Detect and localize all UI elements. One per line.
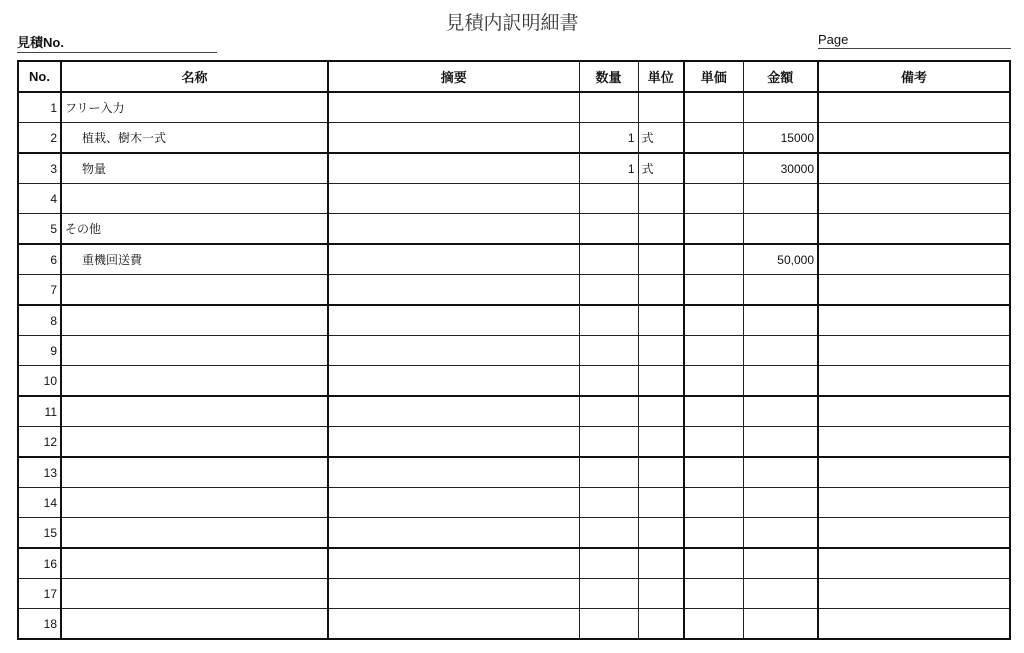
cell-remarks[interactable] <box>818 153 1010 184</box>
cell-amount[interactable] <box>743 548 818 579</box>
cell-summary[interactable] <box>328 275 579 306</box>
cell-remarks[interactable] <box>818 123 1010 154</box>
column-header-summary: 摘要 <box>328 61 579 92</box>
column-header-name: 名称 <box>61 61 328 92</box>
cell-amount[interactable] <box>743 427 818 458</box>
cell-amount[interactable] <box>743 275 818 306</box>
cell-summary[interactable] <box>328 427 579 458</box>
cell-quantity[interactable] <box>579 396 638 427</box>
cell-quantity[interactable] <box>579 609 638 640</box>
cell-remarks[interactable] <box>818 92 1010 123</box>
cell-amount[interactable] <box>743 609 818 640</box>
cell-unit[interactable] <box>638 396 684 427</box>
cell-name[interactable] <box>61 457 328 488</box>
cell-summary[interactable] <box>328 579 579 609</box>
cell-quantity[interactable] <box>579 548 638 579</box>
cell-remarks[interactable] <box>818 275 1010 306</box>
table-row <box>18 457 1010 488</box>
cell-unit-price[interactable] <box>684 92 743 123</box>
cell-name[interactable] <box>61 305 328 336</box>
cell-quantity[interactable] <box>579 427 638 458</box>
cell-remarks[interactable] <box>818 396 1010 427</box>
cell-quantity[interactable] <box>579 275 638 306</box>
cell-amount[interactable] <box>743 92 818 123</box>
cell-no[interactable]: 9 <box>18 336 61 366</box>
table-row <box>18 275 1010 306</box>
cell-remarks[interactable] <box>818 548 1010 579</box>
column-header-amount: 金額 <box>743 61 818 92</box>
table-row <box>18 305 1010 336</box>
table-row <box>18 548 1010 579</box>
cell-unit-price[interactable] <box>684 457 743 488</box>
cell-unit[interactable] <box>638 609 684 640</box>
cell-unit-price[interactable] <box>684 275 743 306</box>
table-row <box>18 366 1010 397</box>
cell-summary[interactable] <box>328 488 579 518</box>
column-header-quantity: 数量 <box>579 61 638 92</box>
cell-amount[interactable] <box>743 579 818 609</box>
cell-no[interactable]: 2 <box>18 123 61 154</box>
cell-no[interactable]: 5 <box>18 214 61 245</box>
cell-quantity[interactable] <box>579 336 638 366</box>
cell-unit-price[interactable] <box>684 244 743 275</box>
cell-unit-price[interactable] <box>684 366 743 397</box>
cell-name[interactable]: フリー入力 <box>61 92 328 123</box>
cell-unit[interactable]: 式 <box>638 153 684 184</box>
cell-name[interactable] <box>61 184 328 214</box>
cell-no[interactable]: 15 <box>18 518 61 549</box>
cell-no[interactable]: 1 <box>18 92 61 123</box>
table-row <box>18 579 1010 609</box>
cell-name[interactable] <box>61 336 328 366</box>
cell-amount[interactable] <box>743 457 818 488</box>
cell-name[interactable] <box>61 427 328 458</box>
cell-unit-price[interactable] <box>684 153 743 184</box>
cell-no[interactable]: 16 <box>18 548 61 579</box>
table-row <box>18 92 1010 123</box>
cell-quantity[interactable]: 1 <box>579 123 638 154</box>
table-row <box>18 214 1010 245</box>
cell-no[interactable]: 18 <box>18 609 61 640</box>
cell-unit-price[interactable] <box>684 427 743 458</box>
cell-summary[interactable] <box>328 214 579 245</box>
cell-name[interactable] <box>61 396 328 427</box>
cell-unit[interactable] <box>638 305 684 336</box>
cell-unit-price[interactable] <box>684 123 743 154</box>
cell-name[interactable]: その他 <box>61 214 328 245</box>
cell-summary[interactable] <box>328 92 579 123</box>
cell-amount[interactable] <box>743 518 818 549</box>
cell-summary[interactable] <box>328 366 579 397</box>
cell-summary[interactable] <box>328 548 579 579</box>
column-header-unit: 単位 <box>638 61 684 92</box>
cell-no[interactable]: 12 <box>18 427 61 458</box>
table-row <box>18 518 1010 549</box>
cell-summary[interactable] <box>328 336 579 366</box>
table-row <box>18 396 1010 427</box>
cell-remarks[interactable] <box>818 244 1010 275</box>
cell-unit-price[interactable] <box>684 579 743 609</box>
column-header-no: No. <box>18 61 61 92</box>
cell-no[interactable]: 4 <box>18 184 61 214</box>
cell-no[interactable]: 11 <box>18 396 61 427</box>
cell-quantity[interactable] <box>579 518 638 549</box>
cell-quantity[interactable] <box>579 579 638 609</box>
cell-name[interactable] <box>61 548 328 579</box>
cell-amount[interactable] <box>743 488 818 518</box>
cell-summary[interactable] <box>328 518 579 549</box>
cell-no[interactable]: 17 <box>18 579 61 609</box>
cell-quantity[interactable] <box>579 92 638 123</box>
cell-amount[interactable]: 30000 <box>743 153 818 184</box>
cell-amount[interactable] <box>743 305 818 336</box>
cell-remarks[interactable] <box>818 305 1010 336</box>
table-row <box>18 153 1010 184</box>
cell-remarks[interactable] <box>818 579 1010 609</box>
cell-unit-price[interactable] <box>684 214 743 245</box>
cell-name[interactable] <box>61 609 328 640</box>
cell-amount[interactable]: 15000 <box>743 123 818 154</box>
cell-name[interactable] <box>61 275 328 306</box>
cell-no[interactable]: 3 <box>18 153 61 184</box>
cell-summary[interactable] <box>328 184 579 214</box>
cell-amount[interactable] <box>743 214 818 245</box>
cell-amount[interactable] <box>743 184 818 214</box>
cell-summary[interactable] <box>328 244 579 275</box>
table-row <box>18 244 1010 275</box>
cell-unit[interactable] <box>638 457 684 488</box>
cell-unit[interactable]: 式 <box>638 123 684 154</box>
cell-unit[interactable] <box>638 92 684 123</box>
cell-summary[interactable] <box>328 396 579 427</box>
cell-unit[interactable] <box>638 488 684 518</box>
cell-unit-price[interactable] <box>684 305 743 336</box>
cell-unit[interactable] <box>638 427 684 458</box>
estimate-no-field: 見積No. <box>17 32 217 53</box>
cell-quantity[interactable] <box>579 214 638 245</box>
cell-no[interactable]: 14 <box>18 488 61 518</box>
table-row <box>18 184 1010 214</box>
cell-remarks[interactable] <box>818 488 1010 518</box>
cell-name[interactable]: 植栽、樹木一式 <box>61 123 328 154</box>
cell-unit[interactable] <box>638 244 684 275</box>
cell-unit-price[interactable] <box>684 396 743 427</box>
cell-amount[interactable]: 50,000 <box>743 244 818 275</box>
cell-unit[interactable] <box>638 184 684 214</box>
cell-remarks[interactable] <box>818 214 1010 245</box>
cell-quantity[interactable] <box>579 457 638 488</box>
page-field: Page <box>818 32 1011 49</box>
cell-name[interactable]: 物量 <box>61 153 328 184</box>
cell-amount[interactable] <box>743 366 818 397</box>
cell-summary[interactable] <box>328 123 579 154</box>
cell-quantity[interactable] <box>579 488 638 518</box>
cell-name[interactable] <box>61 366 328 397</box>
cell-unit-price[interactable] <box>684 336 743 366</box>
table-row <box>18 427 1010 458</box>
cell-summary[interactable] <box>328 609 579 640</box>
cell-unit[interactable] <box>638 275 684 306</box>
cell-remarks[interactable] <box>818 366 1010 397</box>
cell-remarks[interactable] <box>818 427 1010 458</box>
table-row <box>18 336 1010 366</box>
cell-name[interactable] <box>61 579 328 609</box>
cell-quantity[interactable] <box>579 305 638 336</box>
column-header-remarks: 備考 <box>818 61 1010 92</box>
cell-quantity[interactable] <box>579 184 638 214</box>
cell-unit[interactable] <box>638 366 684 397</box>
cell-unit-price[interactable] <box>684 548 743 579</box>
cell-no[interactable]: 10 <box>18 366 61 397</box>
cell-name[interactable]: 重機回送費 <box>61 244 328 275</box>
cell-unit-price[interactable] <box>684 518 743 549</box>
cell-summary[interactable] <box>328 457 579 488</box>
cell-remarks[interactable] <box>818 609 1010 640</box>
cell-remarks[interactable] <box>818 518 1010 549</box>
cell-remarks[interactable] <box>818 184 1010 214</box>
column-header-unit-price: 単価 <box>684 61 743 92</box>
cell-no[interactable]: 7 <box>18 275 61 306</box>
cell-unit-price[interactable] <box>684 609 743 640</box>
table-row <box>18 488 1010 518</box>
cell-summary[interactable] <box>328 153 579 184</box>
cell-remarks[interactable] <box>818 457 1010 488</box>
table-header-row <box>18 61 1010 92</box>
cell-amount[interactable] <box>743 336 818 366</box>
table-row <box>18 123 1010 154</box>
table-row <box>18 609 1010 640</box>
cell-unit-price[interactable] <box>684 488 743 518</box>
cell-unit[interactable] <box>638 518 684 549</box>
cell-unit-price[interactable] <box>684 184 743 214</box>
cell-unit[interactable] <box>638 579 684 609</box>
cell-quantity[interactable] <box>579 244 638 275</box>
cell-no[interactable]: 6 <box>18 244 61 275</box>
cell-unit[interactable] <box>638 548 684 579</box>
estimate-detail-table <box>17 60 1011 640</box>
cell-quantity[interactable]: 1 <box>579 153 638 184</box>
cell-unit[interactable] <box>638 336 684 366</box>
cell-name[interactable] <box>61 518 328 549</box>
cell-no[interactable]: 13 <box>18 457 61 488</box>
cell-summary[interactable] <box>328 305 579 336</box>
cell-quantity[interactable] <box>579 366 638 397</box>
cell-name[interactable] <box>61 488 328 518</box>
cell-unit[interactable] <box>638 214 684 245</box>
cell-remarks[interactable] <box>818 336 1010 366</box>
document-title: 見積内訳明細書 <box>445 12 579 34</box>
cell-no[interactable]: 8 <box>18 305 61 336</box>
cell-amount[interactable] <box>743 396 818 427</box>
